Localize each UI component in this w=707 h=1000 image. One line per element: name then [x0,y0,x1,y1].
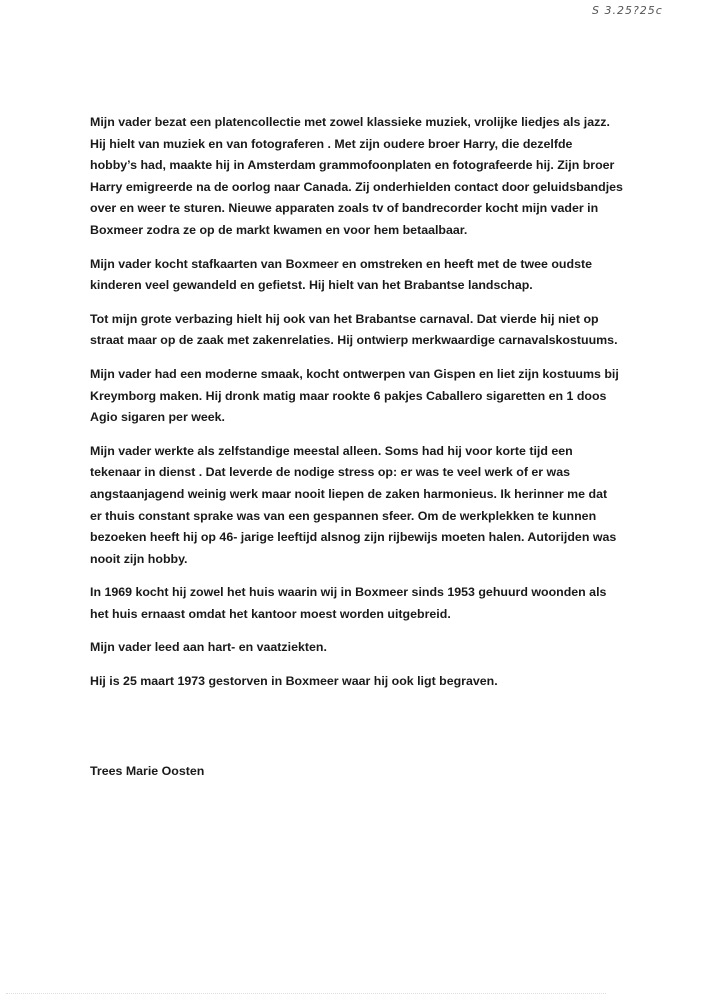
text-line: bezoeken heeft hij op 46- jarige leeftijd alsnog zijn rijbewijs moeten halen. Autorijden was [90,530,617,545]
text-line: Agio sigaren per week. [90,410,225,425]
paragraph-carnival [90,309,625,352]
text-line: nooit zijn hobby. [90,551,188,566]
text-line: Mijn vader had een moderne smaak, kocht ontwerpen van Gispen en liet zijn kostuums bij [90,366,619,381]
paragraph-record-collection [90,112,625,242]
text-line: Mijn vader bezat een platencollectie met zowel klassieke muziek, vrolijke liedjes als jazz. [90,115,610,129]
text-line: Mijn vader leed aan hart- en vaatziekten. [90,640,327,655]
paragraph-death [90,671,625,693]
text-line: Kreymborg maken. Hij dronk matig maar rookte 6 pakjes Caballero sigaretten en 1 doos [90,388,607,403]
signature: Trees Marie Oosten [90,764,205,778]
text-line: kinderen veel gewandeld en gefietst. Hij hielt van het Brabantse landschap. [90,278,533,293]
reference-number: S 3.25?25c [592,4,663,17]
paragraph-illness [90,637,625,659]
text-line: hobby’s had, maakte hij in Amsterdam grammofoonplaten en fotografeerde hij. Zijn broer [90,158,615,173]
paragraph-work [90,441,625,571]
text-line: het huis ernaast omdat het kantoor moest worden uitgebreid. [90,606,451,621]
text-line: er thuis constant sprake was van een gespannen sfeer. Om de werkplekken te kunnen [90,508,597,523]
text-line: Hij hielt van muziek en van fotograferen . Met zijn oudere broer Harry, die dezelfde [90,136,573,151]
paragraph-house [90,582,625,625]
text-line: Harry emigreerde na de oorlog naar Canada. Zij onderhielden contact door geluidsbandjes [90,179,623,194]
text-line: straat maar op de zaak met zakenrelaties. Hij ontwierp merkwaardige carnavalskostuums. [90,333,618,348]
paragraph-maps [90,254,625,297]
text-line: Mijn vader werkte als zelfstandige meestal alleen. Soms had hij voor korte tijd een [90,443,573,458]
text-line: Hij is 25 maart 1973 gestorven in Boxmeer waar hij ook ligt begraven. [90,674,498,689]
text-line: Boxmeer zodra ze op de markt kwamen en voor hem betaalbaar. [90,222,468,237]
text-line: tekenaar in dienst . Dat leverde de nodige stress op: er was te veel werk of er was [90,465,570,480]
text-line: Tot mijn grote verbazing hielt hij ook van het Brabantse carnaval. Dat vierde hij niet op [90,311,599,326]
scan-edge-divider [6,993,606,995]
text-line: Mijn vader kocht stafkaarten van Boxmeer en omstreken en heeft met de twee oudste [90,256,592,271]
text-line: over en weer te sturen. Nieuwe apparaten zoals tv of bandrecorder kocht mijn vader in [90,201,599,216]
text-line: angstaanjagend weinig werk maar nooit liepen de zaken harmonieus. Ik herinner me dat [90,486,608,501]
text-line: In 1969 kocht hij zowel het huis waarin wij in Boxmeer sinds 1953 gehuurd woonden als [90,585,607,600]
paragraph-taste [90,364,625,429]
document-body [90,112,625,705]
